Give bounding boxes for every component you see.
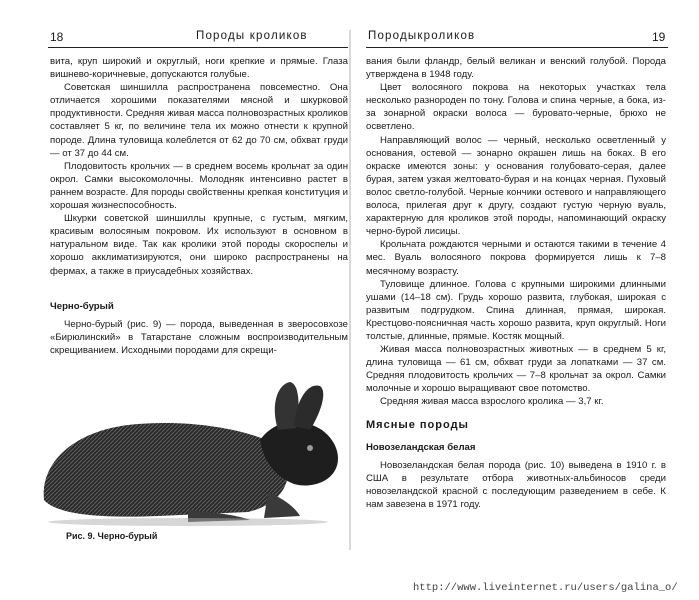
left-page: [0, 0, 349, 600]
paragraph: Направляющий волос — черный, несколько осветленный у основания, остевой — зонарно окрашен лишь на боках. В его окраске имеются зоны: у основания голубовато-серая, далее бурая, затем узкая желтовато-бурая и на концах черная. Пуховый волос светло-голубой. Черные кончики остевого и направляющего волоса, прилегая друг к другу, создают густую черную вуаль, характерную для кроликов этой породы, напоминающий окраску черно-бурой лисицы.: [366, 134, 666, 238]
watermark-url: http://www.liveinternet.ru/users/galina_o/: [413, 582, 678, 594]
paragraph: вита, круп широкий и округлый, ноги крепкие и прямые. Глаза вишнево-коричневые, допускаются голубые.: [50, 56, 348, 81]
paragraph: Живая масса полновозрастных животных — в среднем 5 кг, длина туловища — 61 см, обхват груди за лопатками — 37 см. Средняя плодовитость крольчих — 7–8 крольчат за окрол. Самки молочные и хорошо выращивают свое потомство.: [366, 344, 666, 395]
breed-subheading: Черно-бурый: [50, 300, 114, 312]
paragraph: Туловище длинное. Голова с крупными широкими длинными ушами (14–18 см). Грудь хорошо развита, глубокая, широкая с развитым подгрудком. Спина длинная, прямая, широкая. Крестцово-поясничная часть хорошо развита, круп округлый. Ноги толстые, длинные, прямые. Костяк мощный.: [366, 278, 666, 342]
figure-caption: Рис. 9. Черно-бурый: [66, 531, 158, 541]
paragraph: Средняя живая масса взрослого кролика — 3,7 кг.: [380, 396, 604, 408]
header-rule: [48, 47, 348, 48]
rabbit-figure: [38, 380, 346, 528]
paragraph: Черно-бурый (рис. 9) — порода, выведенная в зверосовхозе «Бирюлинский» в Татарстане сложным воспроизводительным скрещиванием. Исходными породами для скрещи-: [50, 318, 348, 356]
paragraph: Крольчата рождаются черными и остаются такими в течение 4 мес. Вуаль волосяного покрова формируется лишь к 7–8 месячному возрасту.: [366, 239, 666, 277]
running-header: Породыкроликов: [368, 30, 476, 42]
paragraph: Плодовитость крольчих — в среднем восемь крольчат за один окрол. Самки высокомолочны. Молодняк интенсивно растет в раннем возрасте. Для породы свойственны крепкая конституция и хорошая жизнеспособность.: [50, 160, 348, 212]
paragraph: Советская шиншилла распространена повсеместно. Она отличается хорошими показателями мясной и шкурковой продуктивности. Средняя живая масса полновозрастных кроликов составляет 5 кг, по величине тела их можно отнести к крупной породе. Длина туловища колеблется от 62 до 70 см, обхват груди — от 37 до 44 см.: [50, 82, 348, 159]
right-page: [352, 0, 699, 600]
paragraph: вания были фландр, белый великан и венский голубой. Порода утверждена в 1948 году.: [366, 56, 666, 81]
paragraph: Шкурки советской шиншиллы крупные, с густым, мягким, красивым волосяным покровом. Их используют в основном в натуральном виде. Так как кролики этой породы скороспелы и хорошо акклиматизируются, они широко распространены на фермах, а также в приусадебных хозяйствах.: [50, 213, 348, 277]
gutter: [349, 30, 351, 550]
paragraph: Новозеландская белая порода (рис. 10) выведена в 1910 г. в США в результате отбора животных-альбиносов среди новозеландской красной с последующим разведением в себе. К нам завезена в 1971 году.: [366, 459, 666, 510]
section-heading: Мясные породы: [366, 418, 469, 431]
header-rule: [366, 47, 668, 48]
page-number: 18: [50, 30, 64, 44]
breed-subheading: Новозеландская белая: [366, 441, 476, 453]
paragraph: Цвет волосяного покрова на некоторых участках тела несколько разнороден по тону. Голова и спина черные, а бока, из-за зонарной окраски волоса — буровато-черные, брюхо не осветлено.: [366, 82, 666, 133]
running-header: Породы кроликов: [196, 30, 308, 42]
left-text-column: [50, 55, 348, 357]
right-text-column: [366, 55, 666, 511]
page-number: 19: [652, 30, 666, 44]
